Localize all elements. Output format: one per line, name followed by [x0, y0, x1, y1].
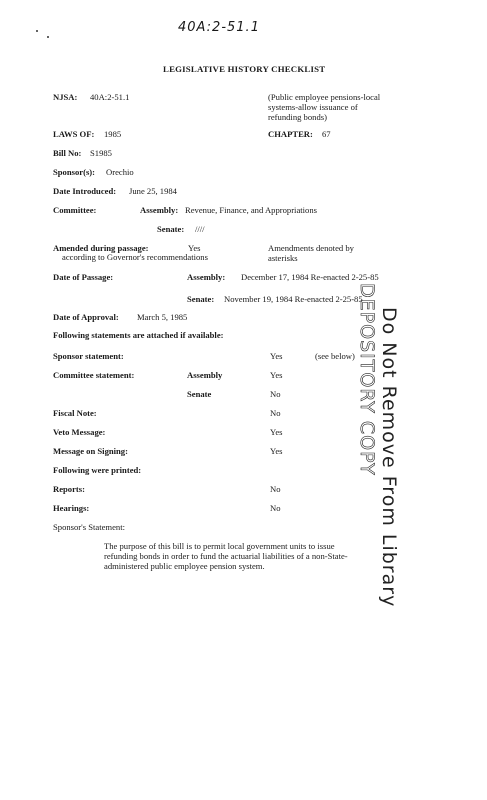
sponsors-statement-heading: Sponsor's Statement:	[53, 522, 125, 532]
stamp-depository-copy: DEPOSITORY COPY	[356, 283, 378, 476]
handwritten-reference: 40A:2-51.1	[178, 20, 260, 35]
committee-statement-label: Committee statement:	[53, 370, 135, 380]
hearings-value: No	[270, 503, 281, 513]
committee-statement-assembly-value: Yes	[270, 370, 283, 380]
sponsor-statement-note: (see below)	[315, 351, 355, 361]
reports-value: No	[270, 484, 281, 494]
chapter-label: CHAPTER:	[268, 129, 313, 139]
speck	[36, 30, 38, 32]
laws-of-value: 1985	[104, 129, 122, 139]
committee-senate-value: ////	[195, 224, 205, 234]
amended-label: Amended during passage:	[53, 243, 149, 253]
passage-assembly-label: Assembly:	[187, 272, 226, 282]
speck	[47, 36, 49, 38]
bill-no-value: S1985	[90, 148, 112, 158]
page-title: LEGISLATIVE HISTORY CHECKLIST	[163, 64, 326, 74]
committee-statement-assembly-label: Assembly	[187, 370, 223, 380]
stamp-do-not-remove: Do Not Remove From Library	[378, 307, 400, 608]
sponsor-statement-value: Yes	[270, 351, 283, 361]
printed-heading: Following were printed:	[53, 465, 142, 475]
sponsor-value: Orechio	[106, 167, 134, 177]
date-of-approval-value: March 5, 1985	[137, 312, 188, 322]
bill-no-label: Bill No:	[53, 148, 82, 158]
passage-senate-label: Senate:	[187, 294, 215, 304]
njsa-value: 40A:2-51.1	[90, 92, 130, 102]
sponsor-label: Sponsor(s):	[53, 167, 96, 177]
date-of-approval-label: Date of Approval:	[53, 312, 119, 322]
fiscal-note-label: Fiscal Note:	[53, 408, 97, 418]
njsa-label: NJSA:	[53, 92, 78, 102]
committee-statement-senate-value: No	[270, 389, 281, 399]
njsa-description: (Public employee pensions-local systems-allow issuance of refunding bonds)	[268, 92, 381, 122]
amended-value: Yes	[188, 243, 201, 253]
reports-label: Reports:	[53, 484, 85, 494]
hearings-label: Hearings:	[53, 503, 90, 513]
committee-assembly-value: Revenue, Finance, and Appropriations	[185, 205, 317, 215]
chapter-value: 67	[322, 129, 331, 139]
passage-assembly-value: December 17, 1984 Re-enacted 2-25-85	[241, 272, 379, 282]
amended-note: according to Governor's recommendations	[62, 252, 208, 262]
veto-message-label: Veto Message:	[53, 427, 106, 437]
library-stamp	[356, 283, 400, 608]
message-on-signing-label: Message on Signing:	[53, 446, 128, 456]
amendments-text: Amendments denoted by asterisks	[268, 243, 354, 263]
date-introduced-value: June 25, 1984	[129, 186, 177, 196]
attached-heading: Following statements are attached if available:	[53, 330, 224, 340]
committee-statement-senate-label: Senate	[187, 389, 212, 399]
passage-senate-value: November 19, 1984 Re-enacted 2-25-85	[224, 294, 363, 304]
fiscal-note-value: No	[270, 408, 281, 418]
statement-body: The purpose of this bill is to permit local government units to issue refunding bonds in order to fund the actuarial liabilities of a non-State-administered public employee pension system.	[104, 541, 348, 571]
committee-label: Committee:	[53, 205, 97, 215]
message-on-signing-value: Yes	[270, 446, 283, 456]
committee-senate-label: Senate:	[157, 224, 185, 234]
date-introduced-label: Date Introduced:	[53, 186, 117, 196]
sponsor-statement-label: Sponsor statement:	[53, 351, 124, 361]
date-of-passage-label: Date of Passage:	[53, 272, 114, 282]
veto-message-value: Yes	[270, 427, 283, 437]
laws-of-label: LAWS OF:	[53, 129, 95, 139]
committee-assembly-label: Assembly:	[140, 205, 179, 215]
